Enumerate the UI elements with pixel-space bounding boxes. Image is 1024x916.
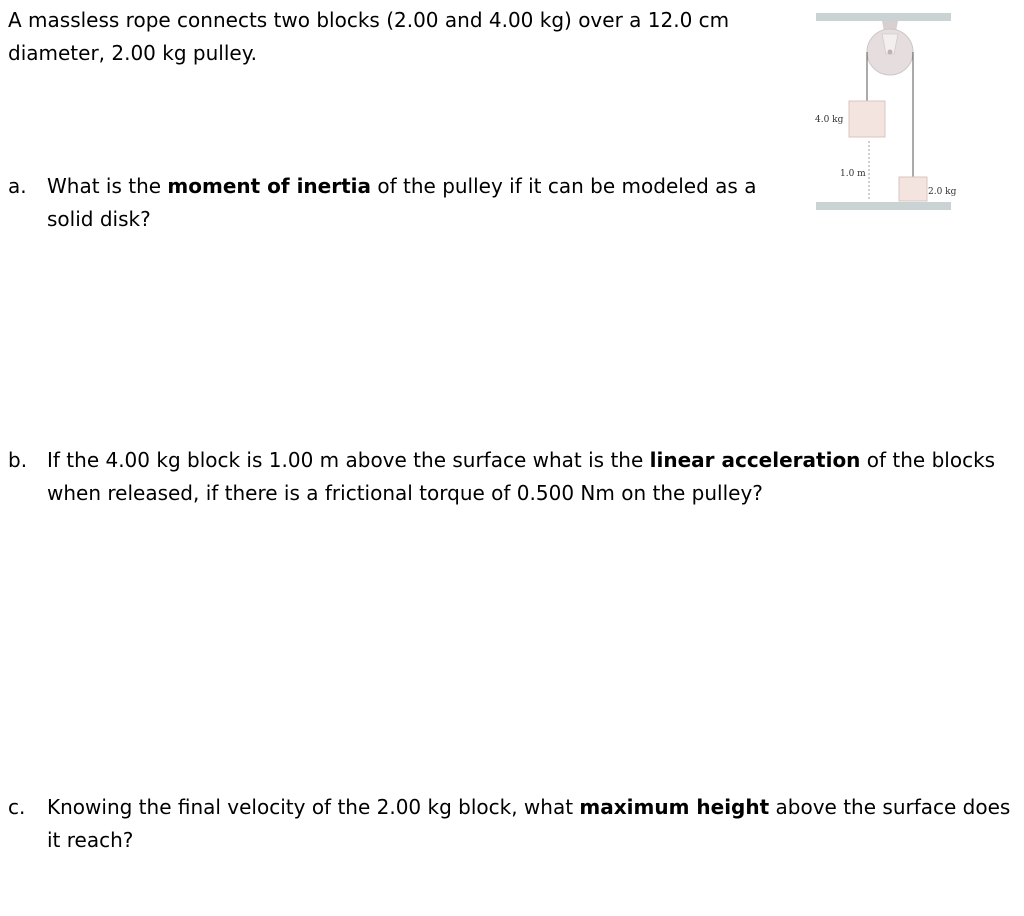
question-a-after: of the pulley if it can be modeled as a solid disk? (47, 174, 757, 231)
pulley-diagram-svg (808, 4, 958, 214)
question-c-before: Knowing the final velocity of the 2.00 kg block, what (47, 795, 580, 819)
question-a-before: What is the (47, 174, 168, 198)
question-a-bold: moment of inertia (167, 174, 372, 198)
question-b (8, 444, 1008, 510)
question-a (8, 170, 798, 236)
mass-left-label: 4.0 kg (815, 115, 844, 125)
block-4kg (849, 101, 885, 137)
question-a-text (47, 170, 798, 236)
intro-line-2: diameter, 2.00 kg pulley. (8, 41, 258, 65)
pulley-diagram (808, 4, 958, 214)
question-c-text (47, 791, 1018, 857)
height-label: 1.0 m (840, 169, 866, 179)
question-a-letter: a. (8, 174, 27, 198)
floor (816, 202, 951, 210)
question-c-after: above the surface does it reach? (47, 795, 1011, 852)
mass-right-label: 2.0 kg (928, 187, 957, 197)
question-b-letter: b. (8, 448, 28, 472)
question-c-letter: c. (8, 795, 26, 819)
question-b-before: If the 4.00 kg block is 1.00 m above the surface what is the (47, 448, 650, 472)
question-c (8, 791, 1018, 857)
question-b-bold: linear acceleration (649, 448, 861, 472)
question-c-bold: maximum height (579, 795, 770, 819)
block-2kg (899, 177, 927, 201)
pulley-axle (888, 50, 893, 55)
intro-line-1: A massless rope connects two blocks (2.00 and 4.00 kg) over a 12.0 cm (8, 8, 730, 32)
ceiling (816, 13, 951, 21)
question-b-text (47, 444, 1008, 510)
problem-intro (8, 4, 768, 70)
question-b-after: of the blocks when released, if there is a frictional torque of 0.500 Nm on the pulley? (47, 448, 996, 505)
